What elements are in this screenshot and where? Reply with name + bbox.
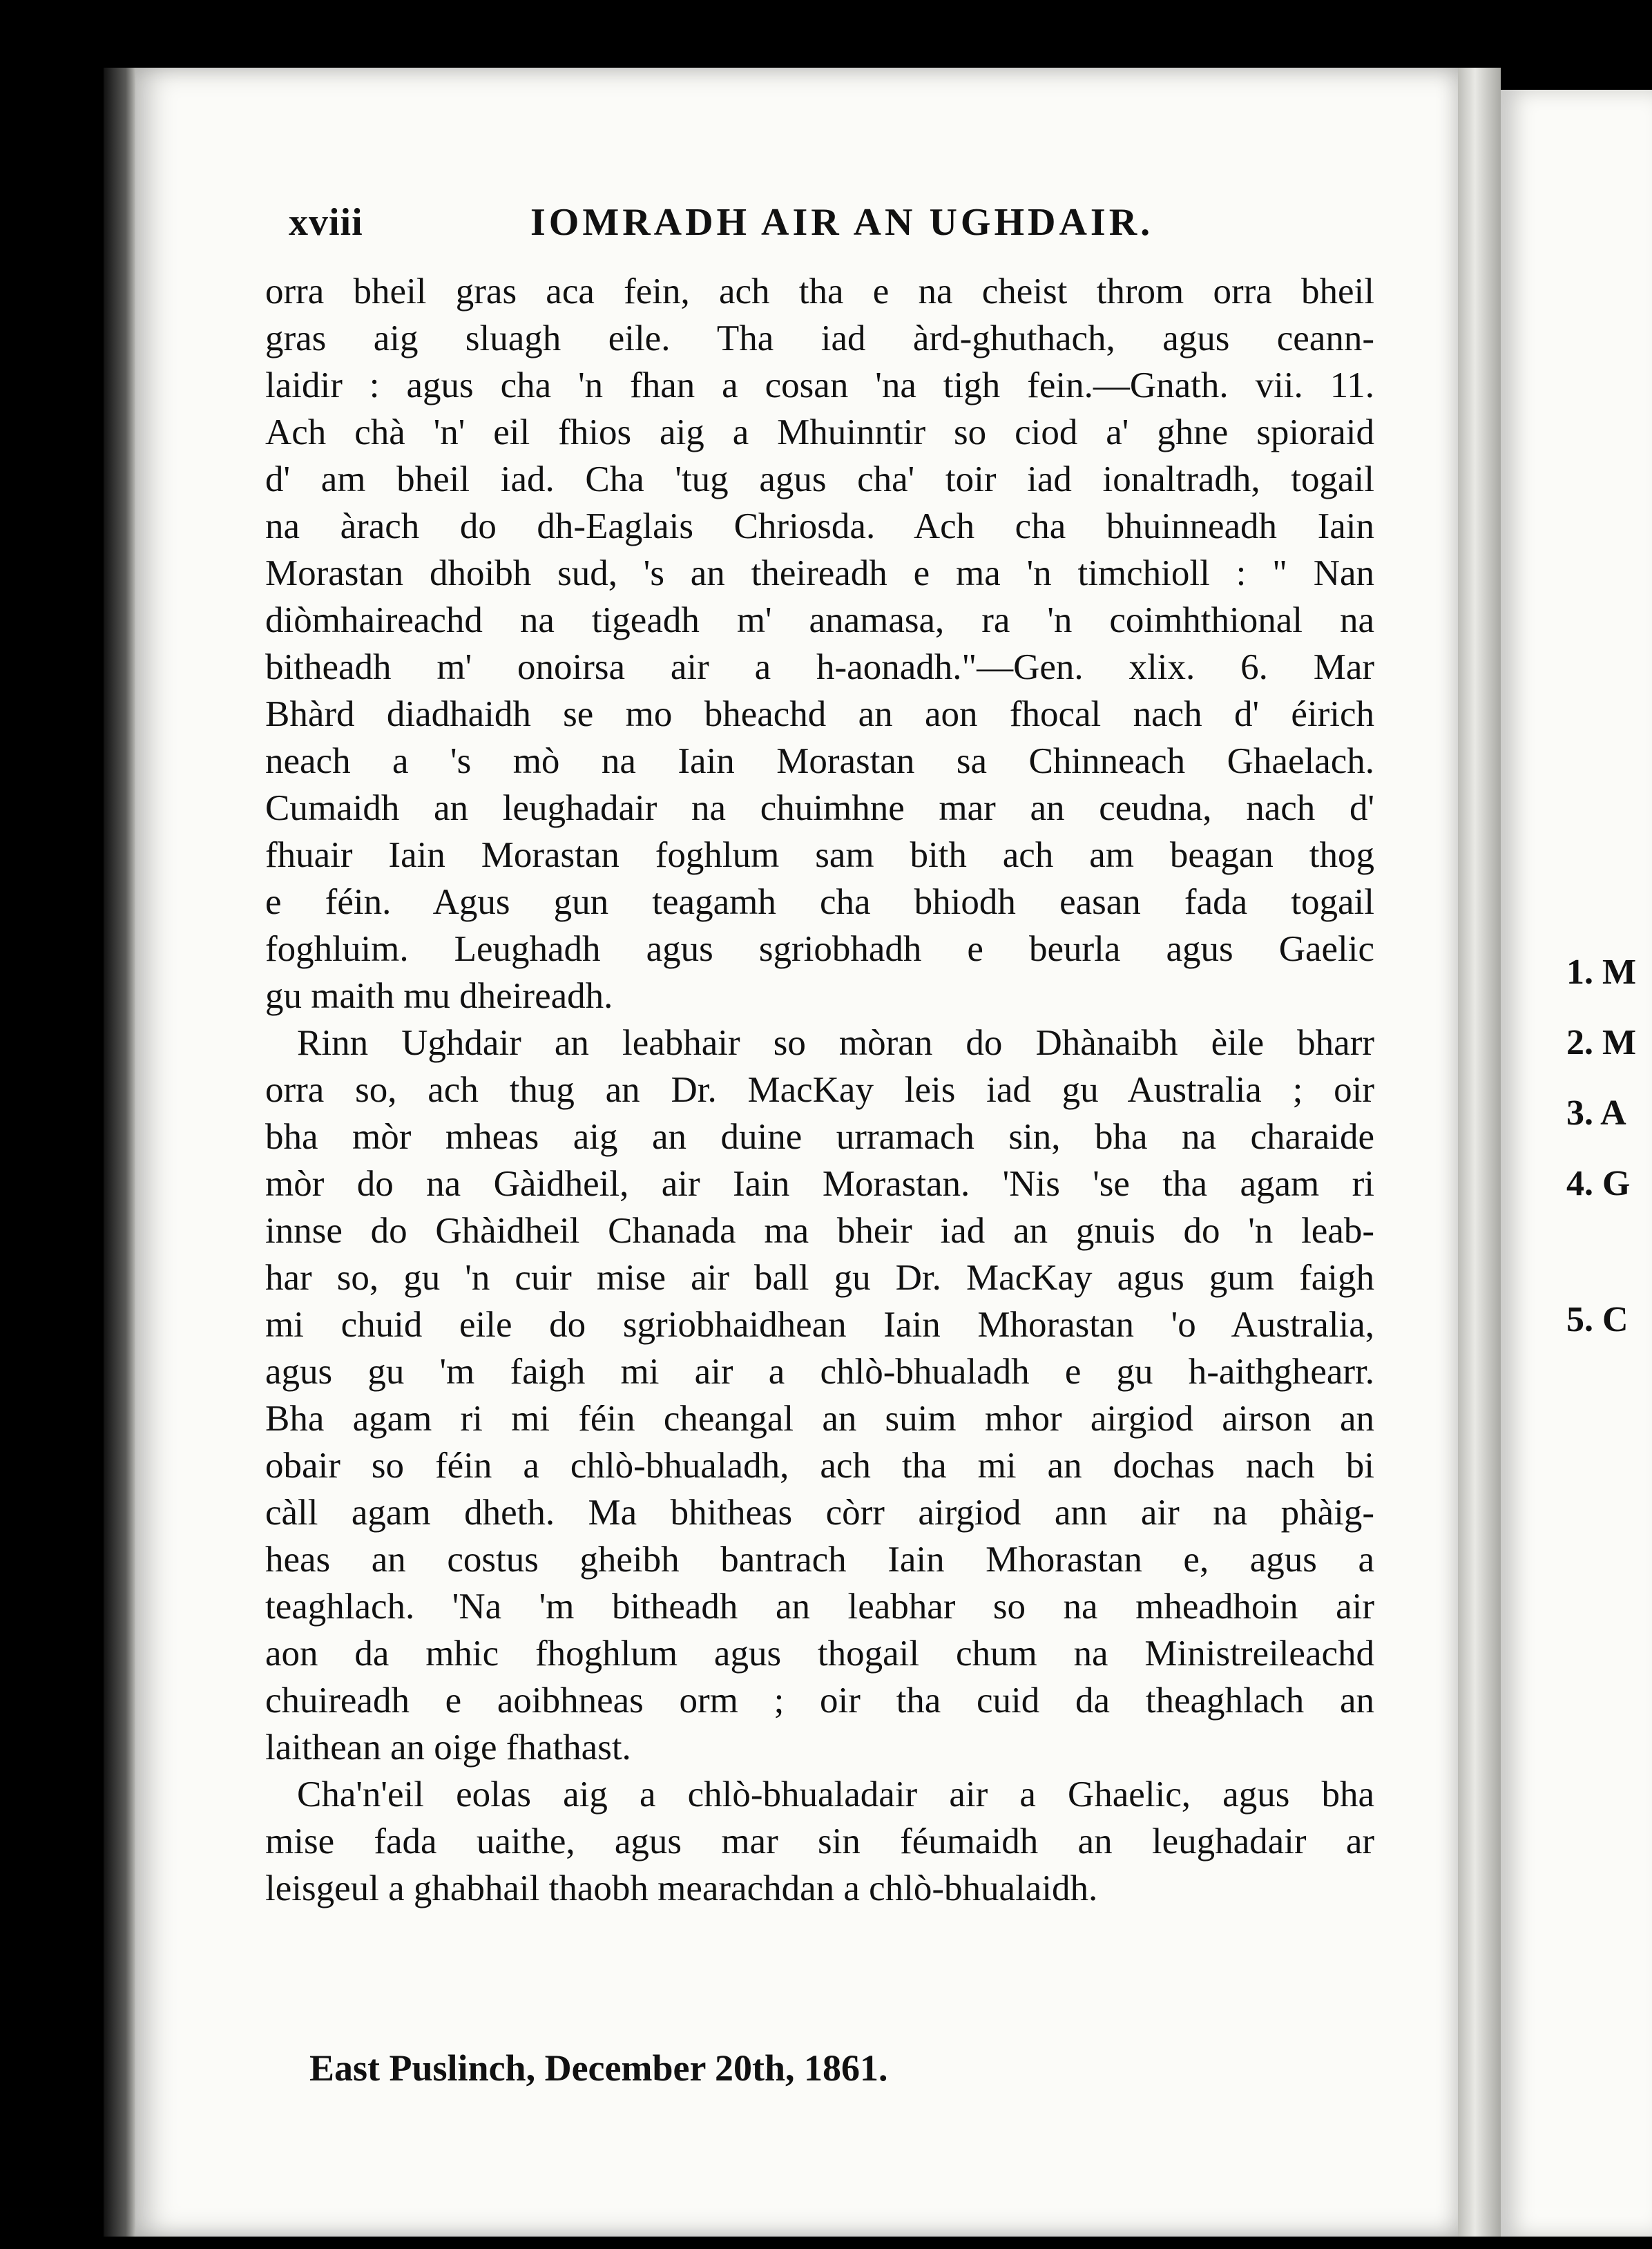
text-line: gras aig sluagh eile. Tha iad àrd-ghuthach, agus ceann- xyxy=(265,318,1374,358)
body-text xyxy=(265,268,1374,1912)
text-line: Bhàrd diadhaidh se mo bheachd an aon fhocal nach d' éirich xyxy=(265,694,1374,734)
text-line: agus gu 'm faigh mi air a chlò-bhualadh e gu h-aithghearr. xyxy=(265,1352,1374,1392)
text-line: har so, gu 'n cuir mise air ball gu Dr. MacKay agus gum faigh xyxy=(265,1258,1374,1298)
book-gutter xyxy=(1458,68,1501,2237)
text-line: diòmhaireachd na tigeadh m' anamasa, ra 'n coimhthional na xyxy=(265,600,1374,640)
text-line: chuireadh e aoibhneas orm ; oir tha cuid da theaghlach an xyxy=(265,1681,1374,1721)
text-line: neach a 's mò na Iain Morastan sa Chinneach Ghaelach. xyxy=(265,741,1374,781)
text-line: obair so féin a chlò-bhualadh, ach tha mi an dochas nach bi xyxy=(265,1446,1374,1486)
text-line: e féin. Agus gun teagamh cha bhiodh easan fada togail xyxy=(265,882,1374,922)
text-line: Rinn Ughdair an leabhair so mòran do Dhànaibh èile bharr xyxy=(297,1023,1374,1063)
toc-item-fragment: 5. C xyxy=(1566,1300,1629,1339)
text-line: bitheadh m' onoirsa air a h-aonadh."—Gen. xlix. 6. Mar xyxy=(265,647,1374,687)
text-line: Ach chà 'n' eil fhios aig a Mhuinntir so ciod a' ghne spioraid xyxy=(265,412,1374,452)
paragraph-3 xyxy=(265,1771,1374,1912)
running-title: IOMRADH AIR AN UGHDAIR. xyxy=(530,201,1154,244)
text-line: leisgeul a ghabhail thaobh mearachdan a chlò-bhualaidh. xyxy=(265,1868,1098,1908)
running-head xyxy=(289,200,1394,249)
toc-item-fragment: 2. M xyxy=(1566,1023,1637,1062)
page-number: xviii xyxy=(289,201,363,244)
text-line: laidir : agus cha 'n fhan a cosan 'na tigh fein.—Gnath. vii. 11. xyxy=(265,365,1374,405)
text-line: orra bheil gras aca fein, ach tha e na cheist throm orra bheil xyxy=(265,271,1374,312)
text-line: bha mòr mheas aig an duine urramach sin, bha na charaide xyxy=(265,1117,1374,1157)
text-line: na àrach do dh-Eaglais Chriosda. Ach cha bhuinneadh Iain xyxy=(265,506,1374,546)
scan-dark-edge xyxy=(104,68,135,2237)
text-line: mi chuid eile do sgriobhaidhean Iain Mhorastan 'o Australia, xyxy=(265,1305,1374,1345)
signature-line: East Puslinch, December 20th, 1861. xyxy=(309,2047,888,2089)
text-line: innse do Ghàidheil Chanada ma bheir iad an gnuis do 'n leab- xyxy=(265,1211,1374,1251)
text-line: teaghlach. 'Na 'm bitheadh an leabhar so na mheadhoin air xyxy=(265,1587,1374,1627)
text-line: mise fada uaithe, agus mar sin féumaidh an leughadair ar xyxy=(265,1821,1374,1862)
text-line: mòr do na Gàidheil, air Iain Morastan. 'Nis 'se tha agam ri xyxy=(265,1164,1374,1204)
paragraph-1 xyxy=(265,268,1374,1020)
text-line: Bha agam ri mi féin cheangal an suim mhor airgiod airson an xyxy=(265,1399,1374,1439)
text-line: aon da mhic fhoghlum agus thogail chum na Ministreileachd xyxy=(265,1634,1374,1674)
text-line: heas an costus gheibh bantrach Iain Mhorastan e, agus a xyxy=(265,1540,1374,1580)
text-line: foghluim. Leughadh agus sgriobhadh e beurla agus Gaelic xyxy=(265,929,1374,969)
text-line: gu maith mu dheireadh. xyxy=(265,976,613,1016)
paragraph-2 xyxy=(265,1020,1374,1771)
text-line: d' am bheil iad. Cha 'tug agus cha' toir iad ionaltradh, togail xyxy=(265,459,1374,499)
text-line: orra so, ach thug an Dr. MacKay leis iad gu Australia ; oir xyxy=(265,1070,1374,1110)
text-line: càll agam dheth. Ma bhitheas còrr airgiod ann air na phàig- xyxy=(265,1493,1374,1533)
toc-item-fragment: 3. A xyxy=(1566,1093,1626,1133)
toc-item-fragment: 1. M xyxy=(1566,953,1637,992)
text-line: laithean an oige fhathast. xyxy=(265,1728,631,1768)
toc-item-fragment: 4. G xyxy=(1566,1164,1631,1203)
text-line: fhuair Iain Morastan foghlum sam bith ach am beagan thog xyxy=(265,835,1374,875)
text-line: Cumaidh an leughadair na chuimhne mar an ceudna, nach d' xyxy=(265,788,1374,828)
text-line: Cha'n'eil eolas aig a chlò-bhualadair air a Ghaelic, agus bha xyxy=(297,1774,1374,1815)
text-line: Morastan dhoibh sud, 's an theireadh e ma 'n timchioll : " Nan xyxy=(265,553,1374,593)
